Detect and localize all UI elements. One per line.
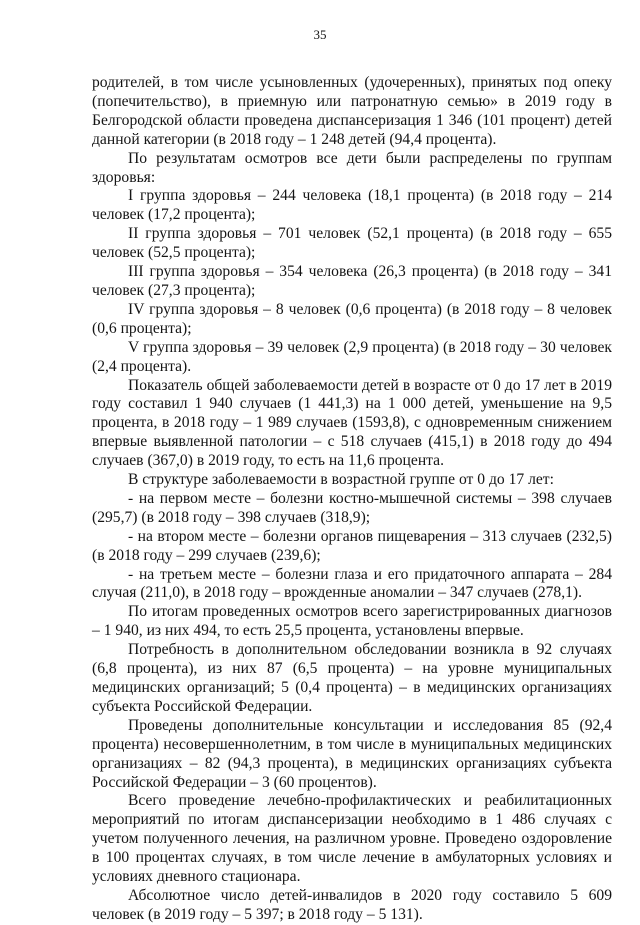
paragraph-morbidity-structure: В структуре заболеваемости в возрастной группе от 0 до 17 лет: (128, 471, 554, 489)
paragraph-health-group-5: V группа здоровья – 39 человек (2,9 процента) (в 2018 году – 30 человек (2,4 процента). (92, 338, 612, 375)
paragraph-health-group-2: II группа здоровья – 701 человек (52,1 процента) (в 2018 году – 655 человек (52,5 процента); (92, 225, 612, 262)
page-number: 35 (313, 27, 327, 42)
paragraph-consultations: Проведены дополнительные консультации и исследования 85 (92,4 процента) несовершеннолетним, в том числе в муниципальных медицинских организациях – 82 (94,3 процента), в медицинских организациях субъекта Российской Федерации – 3 (60 процентов). (92, 716, 612, 791)
paragraph-health-group-1: I группа здоровья – 244 человека (18,1 процента) (в 2018 году – 214 человек (17,2 процента); (92, 187, 612, 224)
paragraph-health-groups-intro: По результатам осмотров все дети были распределены по группам здоровья: (92, 149, 612, 186)
document-body (92, 74, 612, 925)
paragraph-health-group-3: III группа здоровья – 354 человека (26,3 процента) (в 2018 году – 341 человек (27,3 процента); (92, 263, 612, 299)
paragraph-continuation: родителей, в том числе усыновленных (удочеренных), принятых под опеку (попечительство), в приемную или патронатную семью» в 2019 году в Белгородской области проведена диспансеризация 1 346 (101 процент) детей данной категории (в 2018 году – 1 248 детей (94,4 процента). (92, 74, 612, 148)
list-item-second-place: - на втором месте – болезни органов пищеварения – 313 случаев (232,5) (в 2018 году – 299 случаев (239,6); (92, 527, 612, 564)
list-item-first-place: - на первом месте – болезни костно-мышечной системы – 398 случаев (295,7) (в 2018 году – 398 случаев (318,9); (92, 489, 612, 526)
paragraph-health-group-4: IV группа здоровья – 8 человек (0,6 процента) (в 2018 году – 8 человек (0,6 процента); (92, 300, 612, 337)
paragraph-disabled-children: Абсолютное число детей-инвалидов в 2020 году составило 5 609 человек (в 2019 году – 5 397; в 2018 году – 5 131). (92, 886, 612, 923)
list-item-third-place: - на третьем месте – болезни глаза и его придаточного аппарата – 284 случая (211,0), в 2018 году – врожденные аномалии – 347 случаев (278,1). (92, 565, 612, 602)
paragraph-morbidity-rate: Показатель общей заболеваемости детей в возрасте от 0 до 17 лет в 2019 году составил 1 940 случаев (1 441,3) на 1 000 детей, уменьшение на 9,5 процента, в 2018 году – 1 989 случаев (1593,8), с одновременным снижением впервые выявленной патологии – с 518 случаев (415,1) в 2018 году до 494 случаев (367,0) в 2019 году, то есть на 11,6 процента. (92, 376, 612, 470)
paragraph-diagnoses: По итогам проведенных осмотров всего зарегистрированных диагнозов – 1 940, из них 494, то есть 25,5 процента, установлены впервые. (92, 603, 612, 640)
paragraph-additional-exams: Потребность в дополнительном обследовании возникла в 92 случаях (6,8 процента), из них 87 (6,5 процента) – на уровне муниципальных медицинских организаций; 5 (0,4 процента) – в медицинских организациях субъекта Российской Федерации. (92, 641, 612, 715)
paragraph-rehabilitation: Всего проведение лечебно-профилактических и реабилитационных мероприятий по итогам диспансеризации необходимо в 1 486 случаях с учетом полученного лечения, на различном уровне. Проведено оздоровление в 100 процентах случаях, в том числе лечение в амбулаторных условиях и условиях дневного стационара. (92, 792, 612, 886)
